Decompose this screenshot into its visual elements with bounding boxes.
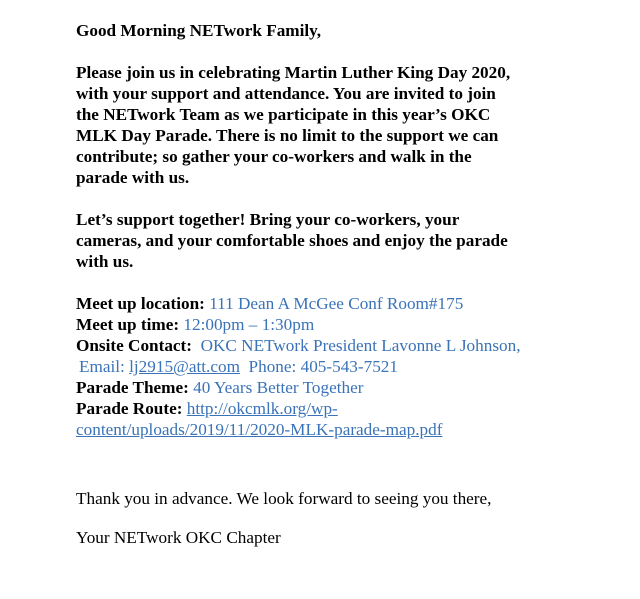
- route-row: [76, 398, 636, 419]
- contact-value: OKC NETwork President Lavonne L Johnson,: [200, 336, 521, 355]
- closing-line: Thank you in advance. We look forward to seeing you there,: [76, 489, 492, 508]
- invitation-paragraph: [76, 62, 636, 188]
- phone-value: 405-543-7521: [300, 357, 398, 376]
- paragraph-line: contribute; so gather your co-workers and walk in the: [76, 147, 472, 166]
- location-value: 111 Dean A McGee Conf Room#175: [209, 294, 464, 313]
- location-row: [76, 293, 636, 314]
- signoff: Your NETwork OKC Chapter: [76, 528, 281, 547]
- route-link-part2[interactable]: content/uploads/2019/11/2020-MLK-parade-map.pdf: [76, 420, 443, 439]
- email-phone-row: [76, 356, 636, 377]
- time-row: [76, 314, 636, 335]
- paragraph-line: Please join us in celebrating Martin Luther King Day 2020,: [76, 63, 511, 82]
- theme-label: Parade Theme:: [76, 378, 189, 397]
- time-label: Meet up time:: [76, 315, 180, 334]
- time-value: 12:00pm – 1:30pm: [183, 315, 315, 334]
- event-details: [76, 293, 636, 440]
- contact-label: Onsite Contact:: [76, 336, 192, 355]
- theme-row: [76, 377, 636, 398]
- support-paragraph: [76, 209, 636, 272]
- route-link-part1[interactable]: http://okcmlk.org/wp-: [186, 399, 338, 418]
- paragraph-line: cameras, and your comfortable shoes and enjoy the parade: [76, 231, 508, 250]
- phone-label: Phone:: [248, 357, 297, 376]
- paragraph-line: with your support and attendance. You are invited to join: [76, 84, 496, 103]
- paragraph-line: parade with us.: [76, 168, 190, 187]
- location-label: Meet up location:: [76, 294, 205, 313]
- contact-row: [76, 335, 636, 356]
- paragraph-line: Let’s support together! Bring your co-workers, your: [76, 210, 460, 229]
- route-row-continued: [76, 419, 636, 440]
- paragraph-line: MLK Day Parade. There is no limit to the support we can: [76, 126, 499, 145]
- paragraph-line: the NETwork Team as we participate in this year’s OKC: [76, 105, 491, 124]
- theme-value: 40 Years Better Together: [193, 378, 364, 397]
- email-document: [76, 20, 636, 548]
- greeting: Good Morning NETwork Family,: [76, 21, 322, 40]
- paragraph-line: with us.: [76, 252, 134, 271]
- email-label: Email:: [79, 357, 125, 376]
- route-label: Parade Route:: [76, 399, 183, 418]
- email-link[interactable]: lj2915@att.com: [129, 357, 240, 376]
